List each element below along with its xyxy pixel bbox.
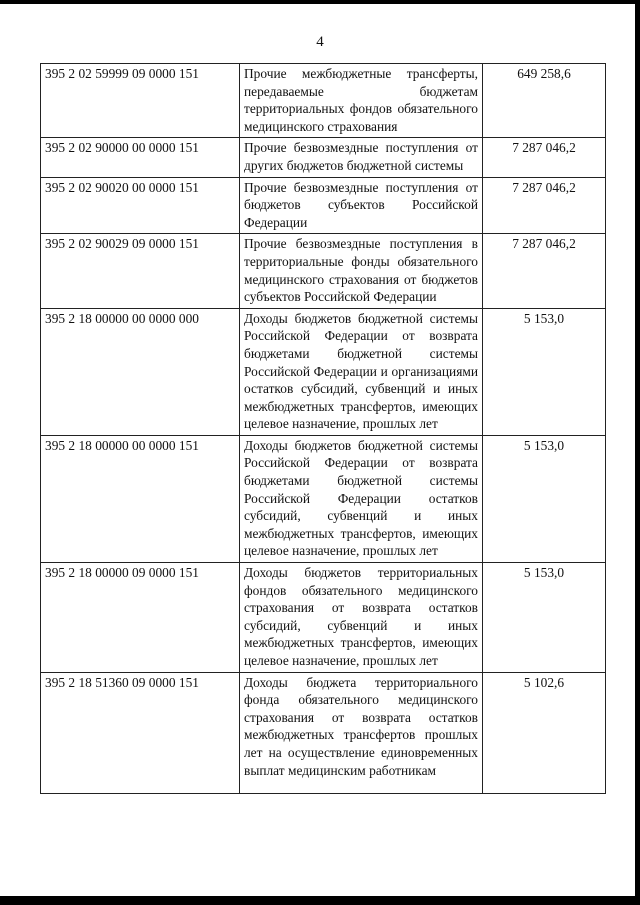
revenue-description: Прочие безвозмездные поступления в территориальные фонды обязательного медицинского страхования от бюджетов субъектов Российской Федерации xyxy=(240,234,483,308)
revenue-amount: 649 258,6 xyxy=(483,64,606,138)
revenue-code: 395 2 18 00000 00 0000 000 xyxy=(41,308,240,435)
scan-border-bottom xyxy=(0,896,640,905)
revenue-amount: 7 287 046,2 xyxy=(483,234,606,308)
revenue-description: Прочие безвозмездные поступления от других бюджетов бюджетной системы xyxy=(240,138,483,177)
table-row xyxy=(41,563,606,673)
revenue-amount: 5 153,0 xyxy=(483,435,606,562)
table-row xyxy=(41,234,606,308)
table-row xyxy=(41,672,606,793)
table-row xyxy=(41,308,606,435)
revenue-description: Прочие межбюджетные трансферты, передаваемые бюджетам территориальных фондов обязательного медицинского страхования xyxy=(240,64,483,138)
revenue-description: Доходы бюджетов бюджетной системы Российской Федерации от возврата бюджетами бюджетной системы Российской Федерации и организациями остатков субсидий, субвенций и иных межбюджетных трансфертов, имеющих целевое назначение, прошлых лет xyxy=(240,308,483,435)
revenue-amount: 7 287 046,2 xyxy=(483,177,606,234)
table-row xyxy=(41,138,606,177)
scan-border-right xyxy=(635,0,640,905)
revenue-amount: 5 153,0 xyxy=(483,308,606,435)
revenue-code: 395 2 02 59999 09 0000 151 xyxy=(41,64,240,138)
page-number: 4 xyxy=(316,34,324,50)
revenue-amount: 5 102,6 xyxy=(483,672,606,793)
revenue-description: Доходы бюджета территориального фонда обязательного медицинского страхования от возврата остатков межбюджетных трансфертов прошлых лет на осуществление единовременных выплат медицинским работникам xyxy=(240,672,483,793)
budget-revenue-table xyxy=(40,63,606,794)
revenue-amount: 5 153,0 xyxy=(483,563,606,673)
revenue-code: 395 2 18 00000 00 0000 151 xyxy=(41,435,240,562)
table-row xyxy=(41,64,606,138)
table-row xyxy=(41,435,606,562)
table-row xyxy=(41,177,606,234)
revenue-description: Доходы бюджетов территориальных фондов обязательного медицинского страхования от возврата остатков субсидий, субвенций и иных межбюджетных трансфертов, имеющих целевое назначение, прошлых лет xyxy=(240,563,483,673)
revenue-code: 395 2 18 00000 09 0000 151 xyxy=(41,563,240,673)
revenue-code: 395 2 02 90020 00 0000 151 xyxy=(41,177,240,234)
revenue-amount: 7 287 046,2 xyxy=(483,138,606,177)
revenue-code: 395 2 02 90029 09 0000 151 xyxy=(41,234,240,308)
revenue-description: Прочие безвозмездные поступления от бюджетов субъектов Российской Федерации xyxy=(240,177,483,234)
revenue-description: Доходы бюджетов бюджетной системы Российской Федерации от возврата бюджетами бюджетной системы Российской Федерации остатков субсидий, субвенций и иных межбюджетных трансфертов, имеющих целевое назначение, прошлых лет xyxy=(240,435,483,562)
scan-border-top xyxy=(0,0,640,4)
revenue-code: 395 2 02 90000 00 0000 151 xyxy=(41,138,240,177)
revenue-code: 395 2 18 51360 09 0000 151 xyxy=(41,672,240,793)
